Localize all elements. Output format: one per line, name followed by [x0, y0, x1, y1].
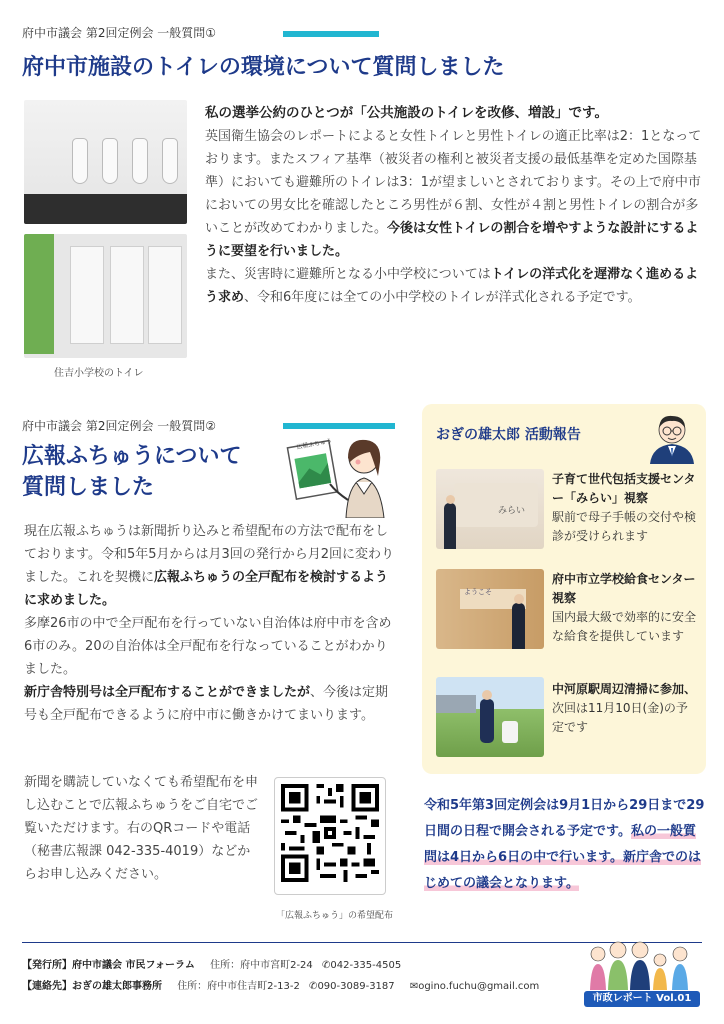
section2-note: 新聞を購読していなくても希望配布を申し込むことで広報ふちゅうをご自宅でご覧いただけます。右のQRコードや電話（秘書広報課 042-335-4019）などからお申し込みください。	[24, 775, 259, 882]
vol-badge: 市政レポート Vol.01	[584, 991, 700, 1007]
phone-icon: ✆	[309, 981, 318, 992]
session-notice: 令和5年第3回定例会は9月1日から29日まで29日間の日程で開会される予定です。私の一般質問は4日から6日の中で行います。新庁舎でのはじめての議会となります。	[424, 798, 705, 891]
mail-icon: ✉	[409, 981, 419, 992]
section1-label: 府中市議会 第2回定例会 一般質問①	[22, 26, 217, 40]
report-item2-text: 府中市立学校給食センター視察 国内最大級で効率的に安全な給食を提供しています	[552, 572, 697, 643]
section2-paragraph2: 多摩26市の中で全戸配布を行っていない自治体は府中市を含め6市のみ。20の自治体は全戸配布を行なっていることがわかりました。	[24, 616, 392, 677]
qr-caption: 「広報ふちゅう」の希望配布	[276, 911, 394, 921]
report-photo-cleanup	[436, 677, 544, 757]
restroom-photo-stalls	[24, 234, 187, 358]
report-item3-text: 中河原駅周辺清掃に参加、次回は11月10日(金)の予定です	[552, 682, 697, 734]
phone-icon: ✆	[321, 960, 331, 971]
section2-body	[24, 520, 396, 727]
section1-body	[205, 101, 705, 309]
section1-title: 府中市施設のトイレの環境について質問しました	[22, 55, 505, 80]
section2-title: 広報ふちゅうについて 質問しました	[22, 444, 242, 500]
activity-report-title: おぎの雄太郎 活動報告	[436, 427, 581, 443]
email-link[interactable]: ogino.fuchu@gmail.com	[418, 981, 540, 992]
family-illustration	[586, 940, 696, 990]
qr-code[interactable]	[274, 777, 386, 895]
footer-publisher-row: 【発行所】府中市議会 市民フォーラム 住所：府中市宮町2-24 ✆042-335-4505	[22, 960, 402, 971]
section1-accent-bar	[283, 31, 379, 37]
section2-paragraph3: 新庁舎特別号は全戸配布することができましたが、今後は定期号も全戸配布できるように府中市に働きかけてまいります。	[24, 685, 389, 723]
section1-paragraph1: 英国衛生協会のレポートによると女性トイレと男性トイレの適正比率は2：1となっております。またスフィア基準（被災者の権利と被災者支援の最低基準を定めた国際基準）においても避難所のトイレは3：1が望ましいとされております。その上で府中市においての男女比を確認したところ男性が６割、女性が４割と男性トイレの割合が多いことが改めてわかりました。今後は女性トイレの割合を増やすような設計にするように要望を行いました。	[205, 129, 702, 259]
section2-label: 府中市議会 第2回定例会 一般質問②	[22, 419, 217, 433]
footer-contact-row: 【連絡先】おぎの雄太郎事務所 住所：府中市住吉町2-13-2 ✆090-3089-3187 ✉ogino.fuchu@gmail.com	[22, 981, 540, 992]
photo-caption: 住吉小学校のトイレ	[54, 368, 144, 379]
section2-accent-bar	[283, 423, 395, 429]
report-item1-text: 子育て世代包括支援センター「みらい」視察 駅前で母子手帳の交付や検診が受けられます	[552, 472, 697, 543]
section1-paragraph2: また、災害時に避難所となる小中学校についてはトイレの洋式化を遅滞なく進めるよう求め、令和6年度には全ての小中学校のトイレが洋式化される予定です。	[205, 267, 699, 305]
pamphlet-label: 広報ふちゅう	[295, 437, 333, 452]
report-photo-mirai: みらい	[436, 469, 544, 549]
report-photo-lunch-center: ようこそ	[436, 569, 544, 649]
avatar	[644, 408, 700, 464]
section1-lead: 私の選挙公約のひとつが「公共施設のトイレを改修、増設」です。	[205, 105, 608, 121]
activity-report-box	[422, 404, 706, 774]
section2-paragraph1: 現在広報ふちゅうは新聞折り込みと希望配布の方法で配布をしております。令和5年5月からは月3回の発行から月2回に変わりました。これを契機に広報ふちゅうの全戸配布を検討するように求めました。	[24, 524, 395, 608]
restroom-photo-urinals	[24, 100, 187, 224]
